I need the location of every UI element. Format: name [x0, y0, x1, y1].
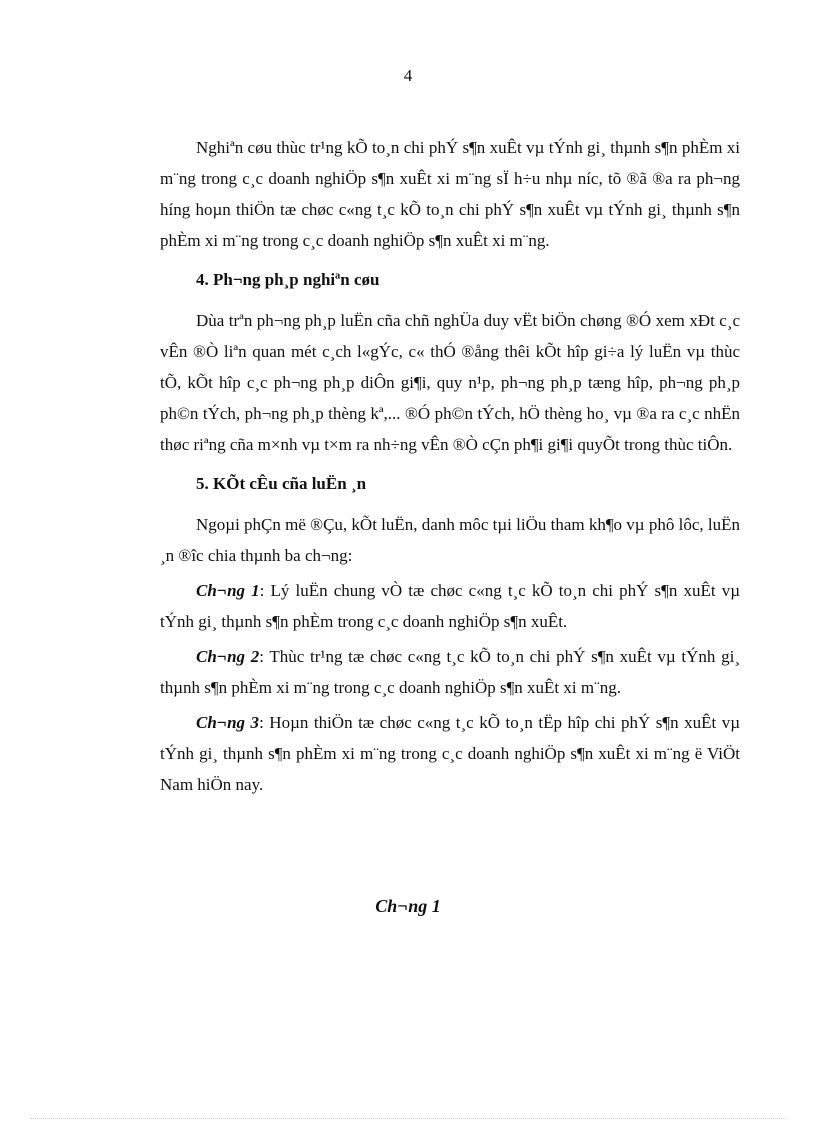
chapter-summary-3 [160, 707, 740, 800]
page-number: 4 [403, 66, 413, 85]
chapter-label: Ch¬ng 3 [196, 713, 260, 732]
chapter-description: : Lý luËn chung vÒ tæ chøc c«ng t¸c kÕ to¸n chi phÝ s¶n xuÊt vµ tÝnh gi¸ thµnh s¶n phÈm trong c¸c doanh nghiÖp s¶n xuÊt. [160, 581, 740, 631]
structure-paragraph: Ngoµi phÇn më ®Çu, kÕt luËn, danh môc tµi liÖu tham kh¶o vµ phô lôc, luËn ¸n ®îc chia thµnh ba ch¬ng: [160, 515, 740, 565]
chapter-label: Ch¬ng 2 [196, 647, 260, 666]
section-heading-structure: 5. KÕt cÊu cña luËn ¸n [196, 474, 367, 493]
research-goal-paragraph: Nghiªn cøu thùc tr¹ng kÕ to¸n chi phÝ s¶n xuÊt vµ tÝnh gi¸ thµnh s¶n phÈm xi m¨ng trong c¸c doanh nghiÖp s¶n xuÊt xi m¨ng sÏ h÷u nhµ níc, tõ ®ã ®a ra ph¬ng híng hoµn thiÖn tæ chøc c«ng t¸c kÕ to¸n chi phÝ s¶n xuÊt vµ tÝnh gi¸ thµnh s¶n phÈm xi m¨ng trong c¸c doanh nghiÖp s¶n xuÊt xi m¨ng. [160, 138, 740, 250]
chapter-description: : Hoµn thiÖn tæ chøc c«ng t¸c kÕ to¸n tËp hîp chi phÝ s¶n xuÊt vµ tÝnh gi¸ thµnh s¶n phÈm xi m¨ng trong c¸c doanh nghiÖp s¶n xuÊt xi m¨ng ë ViÖt Nam hiÖn nay. [160, 713, 740, 794]
chapter-label: Ch¬ng 1 [196, 581, 260, 600]
chapter-heading: Ch¬ng 1 [375, 896, 441, 916]
chapter-summary-2 [160, 641, 740, 703]
chapter-description: : Thùc tr¹ng tæ chøc c«ng t¸c kÕ to¸n chi phÝ s¶n xuÊt vµ tÝnh gi¸ thµnh s¶n phÈm xi m¨ng trong c¸c doanh nghiÖp s¶n xuÊt xi m¨ng. [160, 647, 740, 697]
page-bottom-divider [30, 1118, 786, 1119]
chapter-summary-1 [160, 575, 740, 637]
methodology-paragraph: Dùa trªn ph¬ng ph¸p luËn cña chñ nghÜa duy vËt biÖn chøng ®Ó xem xÐt c¸c vÊn ®Ò liªn quan mét c¸ch l«gÝc, c« thÓ ®ång thêi kÕt hîp gi÷a lý luËn vµ thùc tÕ, kÕt hîp c¸c ph¬ng ph¸p diÔn gi¶i, quy n¹p, ph¬ng ph¸p tæng hîp, ph¬ng ph¸p ph©n tÝch, ph¬ng ph¸p thèng kª,... ®Ó ph©n tÝch, hÖ thèng ho¸ vµ ®a ra c¸c nhËn thøc riªng cña m×nh vµ t×m ra nh÷ng vÊn ®Ò cÇn ph¶i gi¶i quyÕt trong thùc tiÔn. [160, 311, 740, 454]
document-body [160, 132, 740, 804]
section-heading-methodology: 4. Ph¬ng ph¸p nghiªn cøu [196, 270, 380, 289]
